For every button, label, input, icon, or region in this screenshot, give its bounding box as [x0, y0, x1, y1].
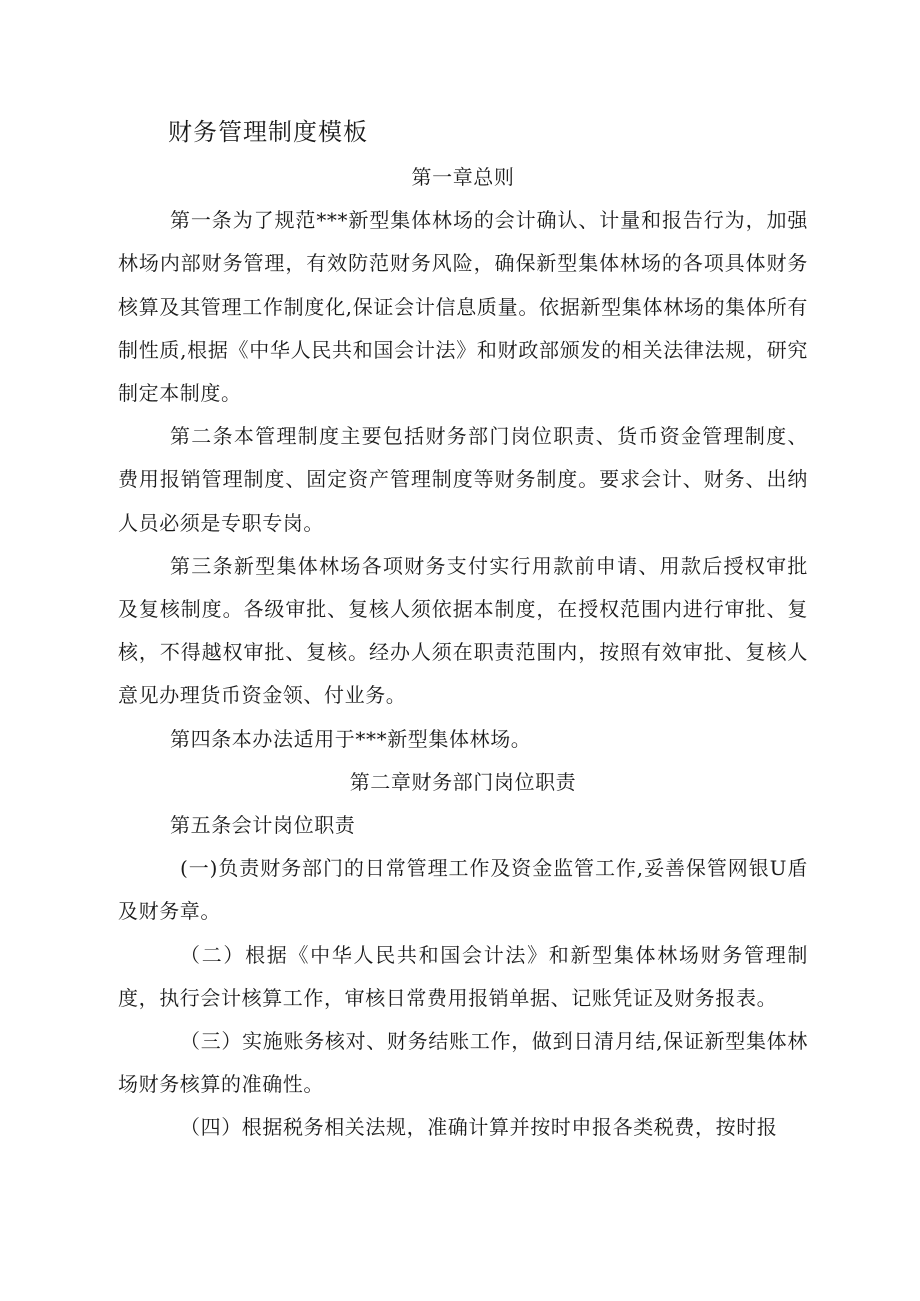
- article-paragraph: 第一条为了规范***新型集体林场的会计确认、计量和报告行为，加强林场内部财务管理，有效防范财务风险，确保新型集体林场的各项具体财务核算及其管理工作制度化,保证会计信息质量。依据新型集体林场的集体所有制性质,根据《中华人民共和国会计法》和财政部颁发的相关法律法规，研究制定本制度。: [118, 208, 808, 406]
- article-paragraph: 第三条新型集体林场各项财务支付实行用款前申请、用款后授权审批及复核制度。各级审批、复核人须依据本制度，在授权范围内进行审批、复核，不得越权审批、复核。经办人须在职责范围内，按照有效审批、复核人意见办理货币资金领、付业务。: [118, 553, 808, 708]
- duty-item: （四）根据税务相关法规，准确计算并按时申报各类税费，按时报: [180, 1115, 778, 1140]
- chapter-heading: 第一章总则: [411, 165, 515, 189]
- duty-item: （二）根据《中华人民共和国会计法》和新型集体林场财务管理制度，执行会计核算工作，审核日常费用报销单据、记账凭证及财务报表。: [118, 942, 808, 1010]
- article-paragraph: 第四条本办法适用于***新型集体林场。: [170, 726, 532, 751]
- document-title: 财务管理制度模板: [168, 118, 368, 146]
- article-paragraph: 第五条会计岗位职责: [170, 813, 356, 838]
- document-body: [118, 156, 808, 1150]
- chapter-heading: 第二章财务部门岗位职责: [349, 769, 577, 794]
- duty-item: (一)负责财务部门的日常管理工作及资金监管工作,妥善保管网银U盾及财务章。: [118, 856, 808, 924]
- article-paragraph: 第二条本管理制度主要包括财务部门岗位职责、货币资金管理制度、费用报销管理制度、固定资产管理制度等财务制度。要求会计、财务、出纳人员必须是专职专岗。: [118, 424, 808, 535]
- duty-item: （三）实施账务核对、财务结账工作，做到日清月结,保证新型集体林场财务核算的准确性。: [118, 1029, 808, 1097]
